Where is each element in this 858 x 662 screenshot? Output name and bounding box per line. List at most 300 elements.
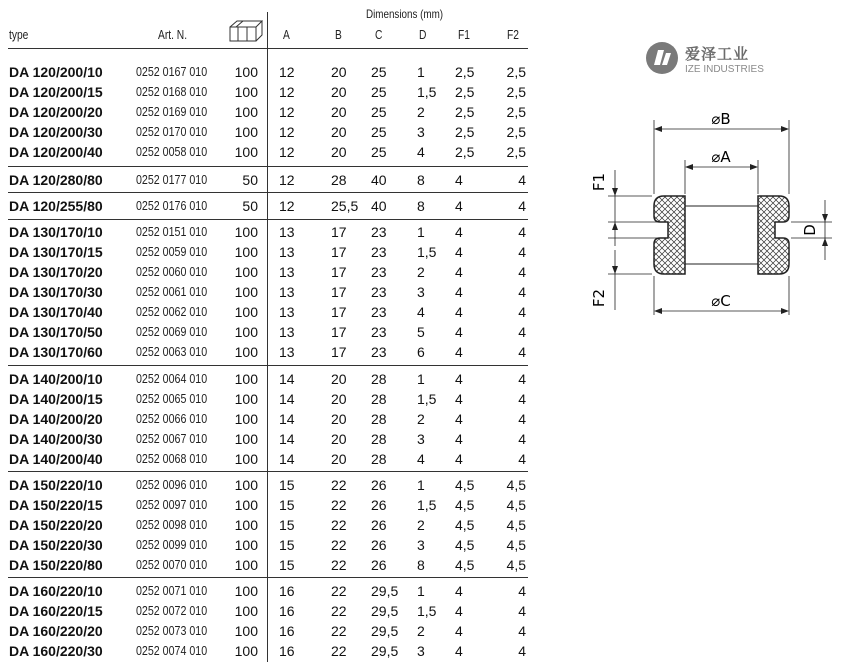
cell-d: 1,5 <box>417 391 437 407</box>
cell-f2: 4 <box>518 244 526 260</box>
cell-type: DA 120/200/10 <box>9 64 103 80</box>
cell-c: 23 <box>371 324 387 340</box>
cell-a: 15 <box>279 557 295 573</box>
cell-d: 8 <box>417 198 425 214</box>
cell-c: 23 <box>371 264 387 280</box>
cell-c: 25 <box>371 144 387 160</box>
cell-d: 4 <box>417 144 425 160</box>
cell-c: 28 <box>371 371 387 387</box>
cell-c: 23 <box>371 244 387 260</box>
table-row <box>0 142 540 162</box>
group-rule <box>8 192 528 193</box>
cell-a: 13 <box>279 264 295 280</box>
table-row <box>0 389 540 409</box>
cell-art-number: 0252 0096 010 <box>136 477 208 492</box>
group-rule <box>8 365 528 366</box>
cell-art-number: 0252 0061 010 <box>136 284 208 299</box>
cell-type: DA 160/220/10 <box>9 583 103 599</box>
cell-f1: 4 <box>455 224 463 240</box>
cell-f2: 4 <box>518 284 526 300</box>
col-header-f1: F1 <box>458 28 470 42</box>
cell-quantity: 100 <box>234 391 258 407</box>
cell-quantity: 100 <box>234 477 258 493</box>
dimensions-header: Dimensions (mm) <box>366 7 444 21</box>
cell-a: 15 <box>279 517 295 533</box>
cell-c: 26 <box>371 477 387 493</box>
cell-f2: 4,5 <box>506 537 526 553</box>
cell-f1: 2,5 <box>455 124 475 140</box>
cell-f1: 2,5 <box>455 144 475 160</box>
cell-d: 3 <box>417 124 425 140</box>
logo-chinese-text: 爱泽工业 <box>685 45 750 63</box>
cell-art-number: 0252 0072 010 <box>136 603 208 618</box>
cell-quantity: 100 <box>234 124 258 140</box>
cell-a: 14 <box>279 431 295 447</box>
cell-art-number: 0252 0071 010 <box>136 583 208 598</box>
dim-label-c: ⌀C <box>711 292 731 310</box>
cell-art-number: 0252 0069 010 <box>136 324 208 339</box>
cell-quantity: 100 <box>234 264 258 280</box>
col-header-type: type <box>9 28 29 42</box>
cell-quantity: 100 <box>234 451 258 467</box>
cell-a: 14 <box>279 391 295 407</box>
cell-type: DA 150/220/15 <box>9 497 103 513</box>
cell-art-number: 0252 0058 010 <box>136 144 208 159</box>
cell-type: DA 120/255/80 <box>9 198 103 214</box>
cell-art-number: 0252 0067 010 <box>136 431 208 446</box>
cell-quantity: 100 <box>234 324 258 340</box>
cell-d: 2 <box>417 264 425 280</box>
cell-f2: 4 <box>518 583 526 599</box>
table-row <box>0 122 540 142</box>
table-row <box>0 581 540 601</box>
cell-d: 1 <box>417 371 425 387</box>
cell-c: 26 <box>371 517 387 533</box>
cell-c: 29,5 <box>371 603 399 619</box>
cell-type: DA 160/220/20 <box>9 623 103 639</box>
cell-a: 14 <box>279 451 295 467</box>
cell-f2: 4 <box>518 224 526 240</box>
cell-b: 22 <box>331 517 347 533</box>
cell-f2: 4 <box>518 324 526 340</box>
cell-d: 2 <box>417 411 425 427</box>
cell-d: 1,5 <box>417 497 437 513</box>
cell-type: DA 140/200/30 <box>9 431 103 447</box>
cell-b: 17 <box>331 344 347 360</box>
cell-type: DA 150/220/20 <box>9 517 103 533</box>
cell-type: DA 130/170/10 <box>9 224 103 240</box>
cell-d: 2 <box>417 623 425 639</box>
cell-f1: 4 <box>455 198 463 214</box>
cell-c: 40 <box>371 198 387 214</box>
cell-type: DA 140/200/40 <box>9 451 103 467</box>
cell-f1: 4,5 <box>455 497 475 513</box>
cell-f1: 4 <box>455 643 463 659</box>
cell-b: 20 <box>331 104 347 120</box>
cell-a: 13 <box>279 224 295 240</box>
cell-f1: 4 <box>455 431 463 447</box>
cell-art-number: 0252 0151 010 <box>136 224 208 239</box>
cell-art-number: 0252 0070 010 <box>136 557 208 572</box>
table-row <box>0 282 540 302</box>
table-row <box>0 475 540 495</box>
cell-type: DA 120/200/15 <box>9 84 103 100</box>
table-row <box>0 242 540 262</box>
table-row <box>0 82 540 102</box>
cell-quantity: 50 <box>242 172 258 188</box>
cell-art-number: 0252 0059 010 <box>136 244 208 259</box>
cell-c: 29,5 <box>371 623 399 639</box>
cell-d: 1,5 <box>417 84 437 100</box>
cell-f1: 2,5 <box>455 104 475 120</box>
cell-a: 12 <box>279 84 295 100</box>
cell-c: 25 <box>371 64 387 80</box>
cell-a: 13 <box>279 304 295 320</box>
cell-f2: 4 <box>518 451 526 467</box>
cell-f2: 2,5 <box>506 64 526 80</box>
cell-b: 22 <box>331 583 347 599</box>
cell-type: DA 130/170/60 <box>9 344 103 360</box>
logo-mark-icon <box>645 41 679 75</box>
cell-type: DA 150/220/80 <box>9 557 103 573</box>
cell-f2: 2,5 <box>506 104 526 120</box>
cell-c: 23 <box>371 224 387 240</box>
cell-art-number: 0252 0168 010 <box>136 84 208 99</box>
dim-label-b: ⌀B <box>711 110 731 128</box>
cell-d: 3 <box>417 431 425 447</box>
cell-f2: 2,5 <box>506 144 526 160</box>
cell-d: 8 <box>417 557 425 573</box>
cell-quantity: 100 <box>234 344 258 360</box>
cell-quantity: 100 <box>234 497 258 513</box>
cell-a: 14 <box>279 411 295 427</box>
cell-b: 20 <box>331 371 347 387</box>
cell-b: 20 <box>331 391 347 407</box>
cell-f1: 2,5 <box>455 64 475 80</box>
company-logo <box>645 41 805 81</box>
cell-art-number: 0252 0060 010 <box>136 264 208 279</box>
cell-f1: 4 <box>455 583 463 599</box>
cell-type: DA 160/220/15 <box>9 603 103 619</box>
cell-type: DA 150/220/10 <box>9 477 103 493</box>
cell-quantity: 100 <box>234 583 258 599</box>
cell-f2: 4 <box>518 643 526 659</box>
cell-quantity: 100 <box>234 643 258 659</box>
cell-b: 20 <box>331 451 347 467</box>
cell-a: 13 <box>279 344 295 360</box>
cell-quantity: 100 <box>234 64 258 80</box>
logo-english-text: IZE INDUSTRIES <box>685 64 764 75</box>
cell-f2: 4 <box>518 391 526 407</box>
cell-f2: 4 <box>518 344 526 360</box>
cell-f2: 4 <box>518 264 526 280</box>
cell-b: 17 <box>331 284 347 300</box>
cell-f2: 4 <box>518 371 526 387</box>
cell-f2: 4 <box>518 172 526 188</box>
cell-quantity: 100 <box>234 603 258 619</box>
table-row <box>0 102 540 122</box>
col-header-b: B <box>335 28 342 42</box>
cell-f1: 4 <box>455 304 463 320</box>
cell-art-number: 0252 0099 010 <box>136 537 208 552</box>
cell-c: 26 <box>371 537 387 553</box>
cell-type: DA 140/200/15 <box>9 391 103 407</box>
table-row <box>0 62 540 82</box>
cell-c: 25 <box>371 124 387 140</box>
cell-type: DA 130/170/20 <box>9 264 103 280</box>
cell-c: 40 <box>371 172 387 188</box>
table-row <box>0 170 540 190</box>
cell-art-number: 0252 0177 010 <box>136 172 208 187</box>
cell-f1: 4 <box>455 344 463 360</box>
cell-b: 20 <box>331 64 347 80</box>
cell-quantity: 50 <box>242 198 258 214</box>
cell-art-number: 0252 0062 010 <box>136 304 208 319</box>
cell-a: 12 <box>279 144 295 160</box>
table-row <box>0 555 540 575</box>
cell-quantity: 100 <box>234 84 258 100</box>
cell-art-number: 0252 0073 010 <box>136 623 208 638</box>
cell-quantity: 100 <box>234 557 258 573</box>
dim-label-f1: F1 <box>590 172 608 192</box>
cell-f1: 4 <box>455 244 463 260</box>
grommet-cross-section-drawing <box>590 110 840 330</box>
cell-type: DA 150/220/30 <box>9 537 103 553</box>
cell-f2: 2,5 <box>506 84 526 100</box>
cell-art-number: 0252 0065 010 <box>136 391 208 406</box>
cell-b: 22 <box>331 643 347 659</box>
cell-f2: 4 <box>518 431 526 447</box>
group-rule <box>8 577 528 578</box>
cell-f2: 4 <box>518 411 526 427</box>
cell-d: 1 <box>417 224 425 240</box>
cell-a: 14 <box>279 371 295 387</box>
cell-f1: 4 <box>455 264 463 280</box>
cell-a: 12 <box>279 104 295 120</box>
cell-d: 5 <box>417 324 425 340</box>
cell-b: 20 <box>331 431 347 447</box>
cell-c: 29,5 <box>371 583 399 599</box>
cell-c: 26 <box>371 557 387 573</box>
cell-a: 15 <box>279 477 295 493</box>
cell-f1: 4 <box>455 411 463 427</box>
cell-d: 8 <box>417 172 425 188</box>
cell-quantity: 100 <box>234 537 258 553</box>
cell-type: DA 130/170/40 <box>9 304 103 320</box>
table-row <box>0 515 540 535</box>
cell-art-number: 0252 0167 010 <box>136 64 208 79</box>
cell-art-number: 0252 0176 010 <box>136 198 208 213</box>
table-row <box>0 449 540 469</box>
cell-c: 23 <box>371 344 387 360</box>
cell-b: 22 <box>331 603 347 619</box>
cell-a: 12 <box>279 198 295 214</box>
cell-f2: 4,5 <box>506 497 526 513</box>
table-row <box>0 222 540 242</box>
cell-f1: 4,5 <box>455 557 475 573</box>
cell-b: 20 <box>331 84 347 100</box>
cell-art-number: 0252 0064 010 <box>136 371 208 386</box>
cell-c: 29,5 <box>371 643 399 659</box>
col-header-a: A <box>283 28 290 42</box>
cell-f2: 4,5 <box>506 477 526 493</box>
cell-f1: 4 <box>455 284 463 300</box>
cell-d: 1 <box>417 477 425 493</box>
cell-d: 2 <box>417 517 425 533</box>
group-rule <box>8 471 528 472</box>
cell-a: 16 <box>279 623 295 639</box>
cell-f1: 4 <box>455 603 463 619</box>
cell-f1: 2,5 <box>455 84 475 100</box>
col-header-art: Art. N. <box>158 28 188 42</box>
cell-c: 23 <box>371 304 387 320</box>
cell-quantity: 100 <box>234 144 258 160</box>
cell-c: 28 <box>371 451 387 467</box>
table-row <box>0 601 540 621</box>
cell-b: 25,5 <box>331 198 359 214</box>
cell-quantity: 100 <box>234 517 258 533</box>
cell-d: 4 <box>417 304 425 320</box>
col-header-d: D <box>419 28 427 42</box>
header-rule <box>8 48 528 49</box>
cell-b: 17 <box>331 264 347 280</box>
cell-d: 1 <box>417 583 425 599</box>
cell-a: 13 <box>279 284 295 300</box>
cell-quantity: 100 <box>234 104 258 120</box>
cell-f2: 4 <box>518 198 526 214</box>
table-row <box>0 322 540 342</box>
table-row <box>0 196 540 216</box>
cell-quantity: 100 <box>234 623 258 639</box>
cell-b: 22 <box>331 557 347 573</box>
cell-d: 6 <box>417 344 425 360</box>
cell-f1: 4 <box>455 451 463 467</box>
cell-quantity: 100 <box>234 284 258 300</box>
cell-f1: 4 <box>455 391 463 407</box>
table-row <box>0 495 540 515</box>
cell-art-number: 0252 0066 010 <box>136 411 208 426</box>
cell-b: 17 <box>331 304 347 320</box>
cell-a: 15 <box>279 537 295 553</box>
cell-b: 17 <box>331 324 347 340</box>
cell-c: 23 <box>371 284 387 300</box>
cell-art-number: 0252 0098 010 <box>136 517 208 532</box>
table-row <box>0 342 540 362</box>
cell-b: 20 <box>331 411 347 427</box>
group-rule <box>8 166 528 167</box>
cell-f2: 4,5 <box>506 557 526 573</box>
cell-c: 28 <box>371 411 387 427</box>
cell-d: 3 <box>417 284 425 300</box>
cell-type: DA 120/200/20 <box>9 104 103 120</box>
dim-label-d: D <box>801 224 819 236</box>
cell-art-number: 0252 0063 010 <box>136 344 208 359</box>
cell-d: 3 <box>417 643 425 659</box>
table-row <box>0 621 540 641</box>
cell-f2: 2,5 <box>506 124 526 140</box>
cell-f1: 4 <box>455 371 463 387</box>
cell-d: 1,5 <box>417 603 437 619</box>
cell-type: DA 120/200/30 <box>9 124 103 140</box>
table-row <box>0 535 540 555</box>
cell-c: 25 <box>371 84 387 100</box>
cell-type: DA 130/170/15 <box>9 244 103 260</box>
cell-f1: 4,5 <box>455 517 475 533</box>
cell-quantity: 100 <box>234 371 258 387</box>
table-row <box>0 369 540 389</box>
cell-d: 1,5 <box>417 244 437 260</box>
cell-quantity: 100 <box>234 244 258 260</box>
group-rule <box>8 219 528 220</box>
dim-label-a: ⌀A <box>711 148 731 166</box>
cell-b: 22 <box>331 623 347 639</box>
cell-b: 22 <box>331 497 347 513</box>
cell-type: DA 130/170/30 <box>9 284 103 300</box>
cell-c: 25 <box>371 104 387 120</box>
cell-b: 17 <box>331 244 347 260</box>
cell-art-number: 0252 0169 010 <box>136 104 208 119</box>
cell-f1: 4 <box>455 324 463 340</box>
cell-a: 15 <box>279 497 295 513</box>
cell-d: 2 <box>417 104 425 120</box>
cell-f1: 4 <box>455 623 463 639</box>
cell-art-number: 0252 0068 010 <box>136 451 208 466</box>
cell-f1: 4,5 <box>455 477 475 493</box>
cell-type: DA 160/220/30 <box>9 643 103 659</box>
cell-c: 26 <box>371 497 387 513</box>
cell-d: 4 <box>417 451 425 467</box>
cell-art-number: 0252 0170 010 <box>136 124 208 139</box>
cell-quantity: 100 <box>234 224 258 240</box>
col-header-c: C <box>375 28 383 42</box>
cell-f1: 4 <box>455 172 463 188</box>
cell-f1: 4,5 <box>455 537 475 553</box>
cell-quantity: 100 <box>234 304 258 320</box>
cell-a: 12 <box>279 64 295 80</box>
cell-b: 17 <box>331 224 347 240</box>
cell-type: DA 120/200/40 <box>9 144 103 160</box>
cell-a: 13 <box>279 244 295 260</box>
cell-type: DA 120/280/80 <box>9 172 103 188</box>
cell-a: 16 <box>279 643 295 659</box>
cell-d: 3 <box>417 537 425 553</box>
cell-b: 28 <box>331 172 347 188</box>
table-row <box>0 302 540 322</box>
cell-type: DA 140/200/20 <box>9 411 103 427</box>
col-header-f2: F2 <box>507 28 519 42</box>
cell-quantity: 100 <box>234 411 258 427</box>
cell-f2: 4 <box>518 603 526 619</box>
cell-a: 13 <box>279 324 295 340</box>
cell-b: 22 <box>331 477 347 493</box>
cell-a: 12 <box>279 172 295 188</box>
box-icon <box>229 20 263 42</box>
table-row <box>0 409 540 429</box>
cell-art-number: 0252 0097 010 <box>136 497 208 512</box>
cell-b: 20 <box>331 124 347 140</box>
dim-label-f2: F2 <box>590 288 608 308</box>
cell-a: 16 <box>279 603 295 619</box>
cell-c: 28 <box>371 391 387 407</box>
cell-b: 22 <box>331 537 347 553</box>
cell-c: 28 <box>371 431 387 447</box>
cell-f2: 4 <box>518 623 526 639</box>
table-row <box>0 262 540 282</box>
cell-b: 20 <box>331 144 347 160</box>
cell-art-number: 0252 0074 010 <box>136 643 208 658</box>
table-row <box>0 641 540 661</box>
cell-f2: 4,5 <box>506 517 526 533</box>
